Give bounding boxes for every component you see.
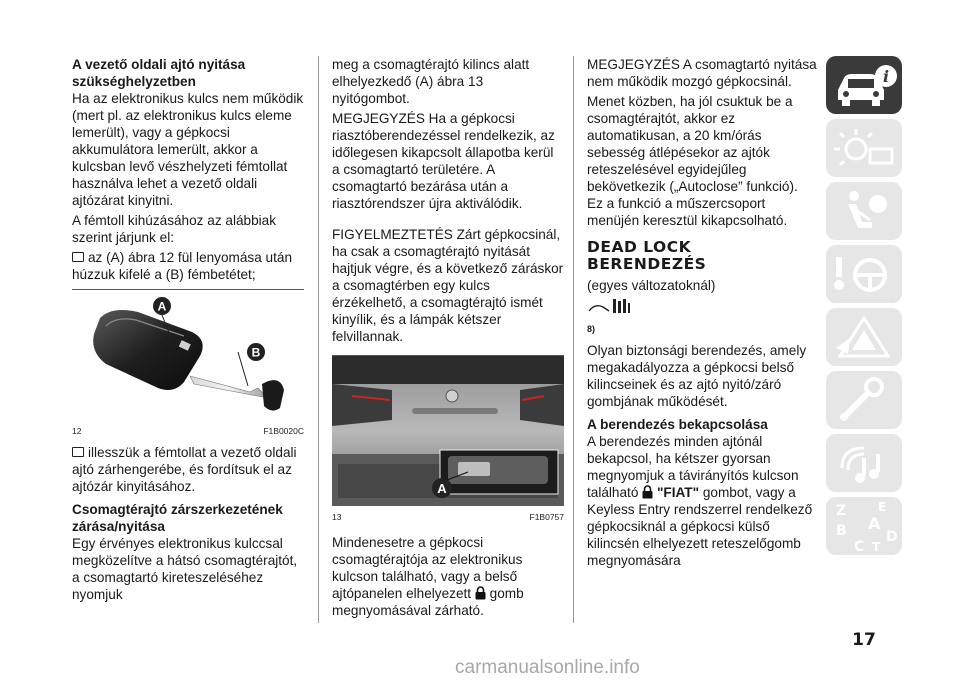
column-divider-2	[573, 56, 574, 623]
multimedia-icon	[826, 434, 902, 492]
paragraph-tailgate-close-text: Mindenesetre a gépkocsi csomagtérajtója az elektronikus kulcson található, vagy a belső ajtópanelen elhelyezett	[332, 535, 523, 601]
airbag-icon	[826, 182, 902, 240]
index-icon	[826, 497, 902, 555]
controls-icon	[826, 245, 902, 303]
tab-multimedia[interactable]	[826, 434, 902, 492]
bullet-square-icon	[72, 447, 84, 457]
warning-reference: 8)	[587, 324, 596, 334]
tab-emergency[interactable]	[826, 308, 902, 366]
fiat-button-label: "FIAT"	[656, 485, 700, 500]
figure-code: F1B0757	[529, 512, 564, 522]
bullet-square-icon	[72, 252, 84, 262]
paragraph-dead-lock: Olyan biztonsági berendezés, amely megakadályozza a gépkocsi belső kilincseinek és az ajtó nyitó/záró gombjának működését.	[587, 343, 807, 409]
column-divider-1	[318, 56, 319, 623]
svg-text:i: i	[882, 67, 890, 86]
lock-icon	[642, 485, 653, 499]
index-letter: E	[878, 500, 887, 514]
subtitle-variants: (egyes változatoknál)	[587, 278, 716, 293]
paragraph-activation-text-end: gombot, vagy a Keyless Entry rendszerrel rendelkező gépkocsiknál a gépkocsi külső kilincsén elhelyezett reteszelőgomb megnyomására	[587, 485, 813, 568]
section-heading-tailgate: Csomagtérajtó zárszerkezetének zárása/nyitása	[72, 502, 283, 534]
figure-12-key	[72, 290, 304, 436]
index-letter: B	[836, 523, 847, 539]
tab-car-info[interactable]	[826, 56, 902, 114]
column-3	[587, 56, 817, 572]
paragraph-warning-key: FIGYELMEZTETÉS Zárt gépkocsinál, ha csak a csomagtérajtó nyitását hajtjuk végre, és a következő záráskor a csomagtérben egy kulcs érzékelhető, a csomagtérajtó ismét kinyílik, és a lámpák kétszer felvillannak.	[332, 227, 564, 344]
chapter-sidebar	[826, 56, 902, 560]
figure-label-a: A	[437, 481, 447, 496]
index-letter: T	[872, 540, 881, 554]
figure-13-caption	[332, 512, 564, 522]
paragraph-activation	[587, 433, 817, 569]
paragraph-emergency-intro: Ha az elektronikus kulcs nem működik (mert pl. az elektronikus kulcs eleme lemerült), vagy a gépkocsi akkumulátora lemerült, akkor a kulcsban levő vészhelyzeti fémtollat használva lehet a vezető oldali ajtózárat kinyitni.	[72, 91, 304, 208]
paragraph-autoclose: Menet közben, ha jól csuktuk be a csomagtérajtót, akkor ez automatikusan, a 20 km/órás sebesség átlépésekor az ajtók reteszelésével egyidejűleg bekövetkezik („Autoclose” funkció). Ez a funkció a műszercsoport menüjén keresztül kikapcsolható.	[587, 94, 798, 228]
paragraph-activation-text: A berendezés minden ajtónál bekapcsol, ha kétszer gyorsan megnyomjuk a távirányítós kulcson található	[587, 434, 799, 500]
car-info-icon	[826, 56, 902, 114]
paragraph-tailgate-close-text-end: gomb megnyomásával zárható.	[332, 586, 524, 618]
column-2	[332, 56, 564, 622]
paragraph-tailgate-open: Egy érvényes elektronikus kulccsal megközelítve a hátsó csomagtérajtót, a csomagtartó kireteszeléséhez nyomjuk	[72, 536, 298, 602]
tab-maintenance[interactable]	[826, 371, 902, 429]
dead-lock-title-line-1: DEAD LOCK	[587, 238, 692, 256]
tab-controls[interactable]	[826, 245, 902, 303]
paragraph-note-moving: MEGJEGYZÉS A csomagtartó nyitása nem működik mozgó gépkocsinál.	[587, 57, 817, 89]
index-letter: A	[868, 514, 881, 533]
paragraph-tailgate-close	[332, 534, 564, 619]
figure-number: 12	[72, 426, 82, 436]
section-heading-emergency-door-cont: szükséghelyzetben	[72, 74, 196, 89]
paragraph-note-alarm: MEGJEGYZÉS Ha a gépkocsi riasztóberendezéssel rendelkezik, az időlegesen kikapcsolt állapotba kerül a csomagtartó területére. A csomagtartó bezárása után a riasztórendszer újra aktiválódik.	[332, 111, 555, 211]
maintenance-icon	[826, 371, 902, 429]
paragraph-tailgate-button: meg a csomagtérajtó kilincs alatt elhelyezkedő (A) ábra 13 nyitógombot.	[332, 57, 530, 106]
figure-12-caption	[72, 426, 304, 436]
figure-13-tailgate	[332, 356, 564, 522]
section-heading-dead-lock	[587, 239, 817, 273]
tab-warning-lights[interactable]	[826, 119, 902, 177]
figure-label-a: A	[157, 299, 167, 314]
emergency-icon	[826, 308, 902, 366]
bullet-item-2	[72, 444, 304, 495]
figure-code: F1B0020C	[263, 426, 304, 436]
lock-icon	[475, 586, 486, 600]
figure-number: 13	[332, 512, 342, 522]
figure-label-b: B	[251, 345, 261, 360]
section-heading-activation: A berendezés bekapcsolása	[587, 417, 768, 432]
paragraph-metal-key: A fémtoll kihúzásához az alábbiak szerint járjunk el:	[72, 213, 277, 245]
tab-safety[interactable]	[826, 182, 902, 240]
warning-hand-icon	[587, 297, 631, 315]
warning-lights-icon	[826, 119, 902, 177]
key-fob-illustration	[72, 290, 304, 420]
bullet-item-1	[72, 249, 304, 283]
bullet-item-1-text: az (A) ábra 12 fül lenyomása után húzzuk kifelé a (B) fémbetétet;	[72, 250, 293, 282]
section-heading-emergency-door: A vezető oldali ajtó nyitása	[72, 57, 246, 72]
tab-index[interactable]	[826, 497, 902, 555]
index-letter: C	[854, 539, 865, 555]
watermark-text: carmanualsonline.info	[455, 657, 640, 678]
column-1	[72, 56, 304, 606]
tailgate-illustration	[332, 356, 564, 506]
index-letter: D	[886, 529, 898, 545]
page-number: 17	[852, 630, 876, 650]
dead-lock-title-line-2: BERENDEZÉS	[587, 255, 707, 273]
index-letter: Z	[836, 503, 847, 519]
bullet-item-2-text: illesszük a fémtollat a vezető oldali ajtó zárhengerébe, és fordítsuk el az ajtózár kinyitásához.	[72, 445, 297, 494]
